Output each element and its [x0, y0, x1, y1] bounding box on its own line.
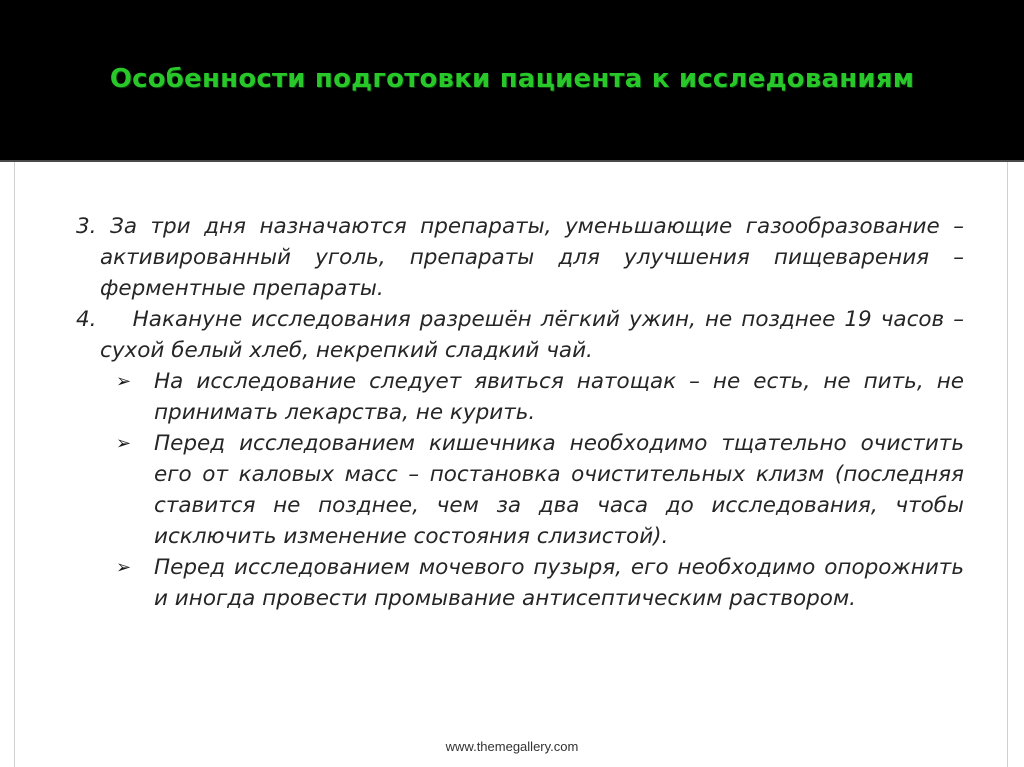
- bullet-item: [76, 366, 964, 428]
- header-bar: [0, 0, 1024, 162]
- footer-url: www.themegallery.com: [445, 739, 579, 754]
- item-text: За три дня назначаются препараты, уменьшающие газообразование – активированный уголь, препараты для улучшения пищеварения – ферментные препараты.: [100, 214, 964, 301]
- numbered-item: [76, 304, 964, 366]
- bullet-text: Перед исследованием кишечника необходимо тщательно очистить его от каловых масс – постановка очистительных клизм (последняя ставится не позднее, чем за два часа до исследования, чтобы исключить изменение состояния слизистой).: [154, 431, 964, 549]
- arrowhead-bullet-icon: ➢: [116, 371, 132, 392]
- bullet-item: [76, 552, 964, 614]
- arrowhead-bullet-icon: ➢: [116, 433, 132, 454]
- bullet-item: [76, 428, 964, 552]
- item-text: Накануне исследования разрешён лёгкий ужин, не позднее 19 часов – сухой белый хлеб, некрепкий сладкий чай.: [100, 307, 965, 363]
- item-number: 3.: [76, 214, 97, 239]
- bullet-text: На исследование следует явиться натощак – не есть, не пить, не принимать лекарства, не курить.: [154, 369, 964, 425]
- slide-content: [76, 211, 964, 614]
- slide-title: Особенности подготовки пациента к исследованиям: [109, 64, 915, 94]
- bullet-text: Перед исследованием мочевого пузыря, его необходимо опорожнить и иногда провести промывание антисептическим раствором.: [154, 555, 964, 611]
- numbered-item: [76, 211, 964, 304]
- arrowhead-bullet-icon: ➢: [116, 557, 132, 578]
- item-number: 4.: [76, 307, 97, 332]
